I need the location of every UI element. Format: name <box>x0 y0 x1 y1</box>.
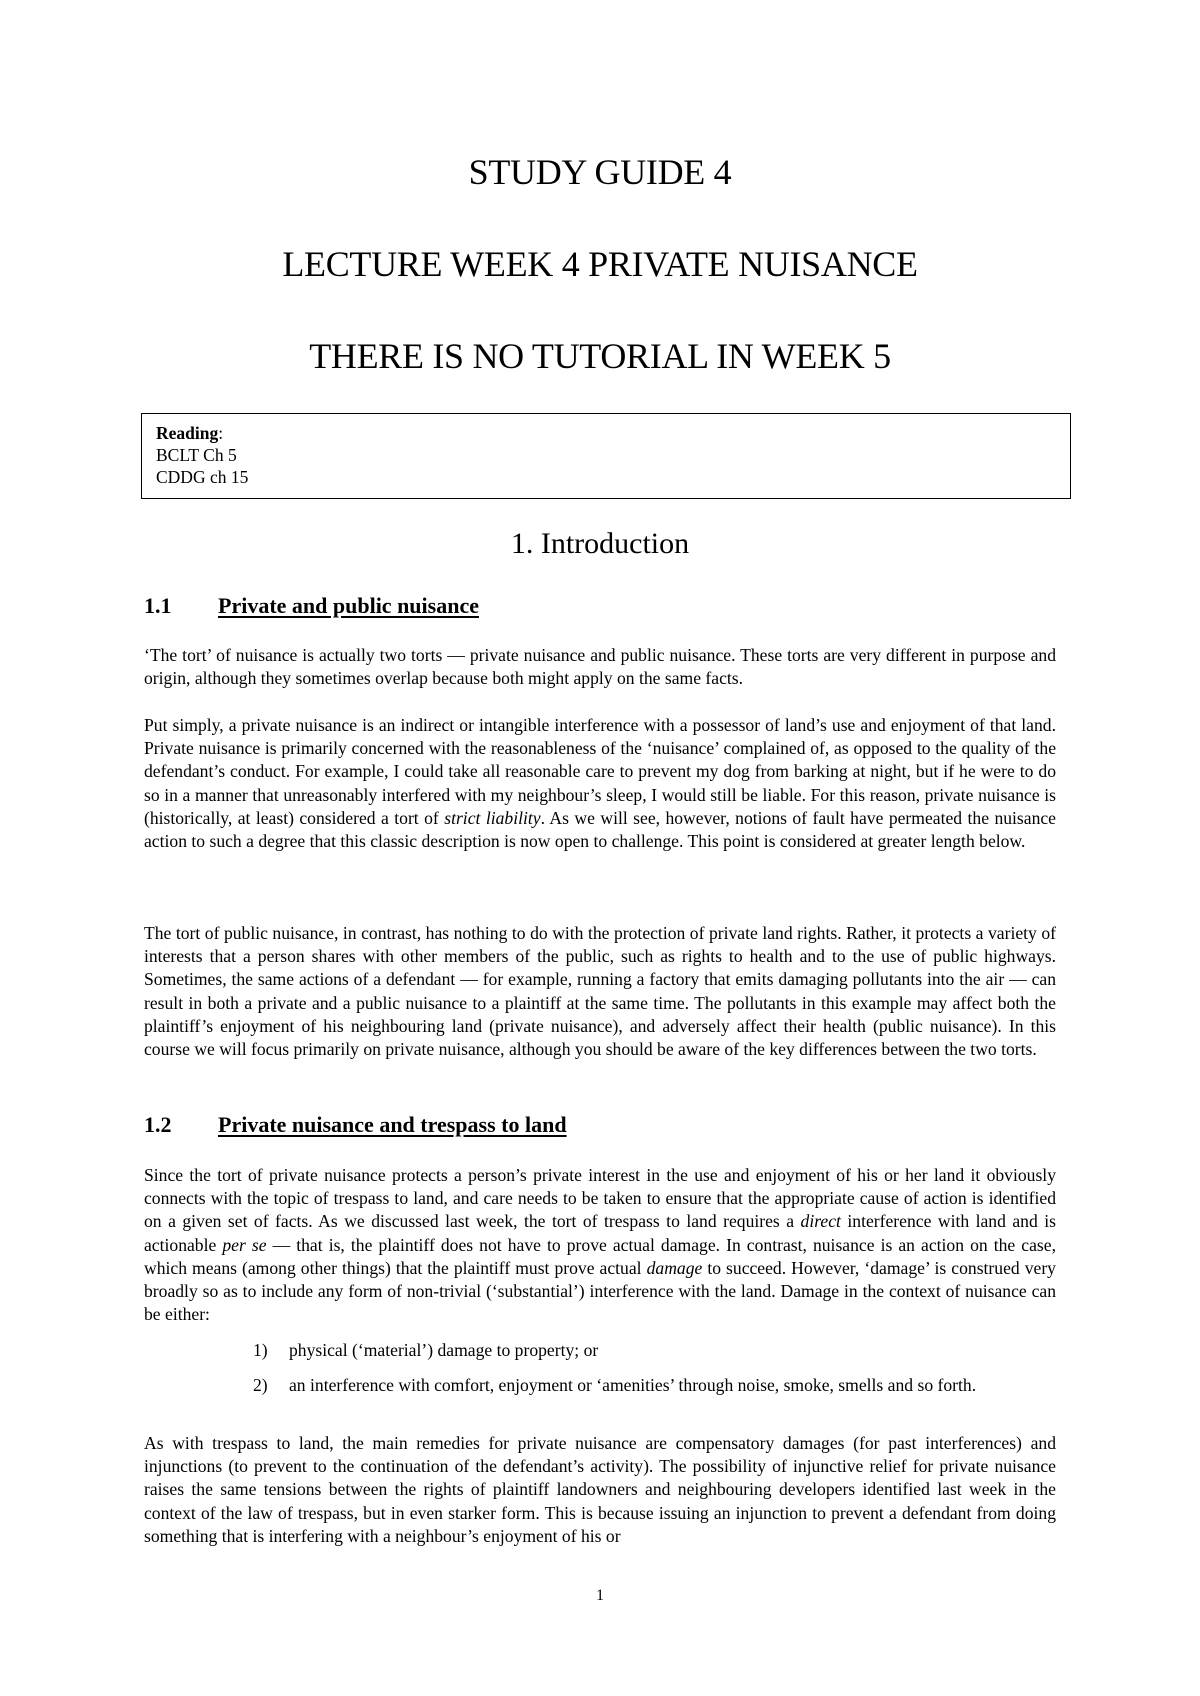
list-marker: 1) <box>253 1340 268 1360</box>
reading-box <box>141 413 1071 499</box>
list-marker: 2) <box>253 1375 268 1395</box>
study-guide-title: STUDY GUIDE 4 <box>468 152 732 192</box>
paragraph-text: Since the tort of private nuisance protects a person’s private interest in the use and enjoyment of his or her land it obviously connects with the topic of trespass to land, and care needs to be taken to ensure that the appropriate cause of action is identified on a given set of facts. As we discussed last week, the tort of trespass to land requires a <box>144 1165 1056 1232</box>
emphasis-text: strict liability <box>444 807 541 828</box>
subsection-number: 1.2 <box>144 1112 172 1137</box>
paragraph <box>144 1164 1056 1326</box>
list-text: an interference with comfort, enjoyment or ‘amenities’ through noise, smoke, smells and so forth. <box>289 1375 977 1395</box>
paragraph: The tort of public nuisance, in contrast, has nothing to do with the protection of private land rights. Rather, it protects a variety of interests that a person shares with other members of the public, such as rights to health and to the use of public highways. Sometimes, the same actions of a defendant — for example, running a factory that emits damaging pollutants into the air — can result in both a private and a public nuisance to a plaintiff at the same time. The pollutants in this example may affect both the plaintiff’s enjoyment of his neighbouring land (private nuisance), and adversely affect their health (public nuisance). In this course we will focus primarily on private nuisance, although you should be aware of the key differences between the two torts. <box>144 923 1056 1060</box>
emphasis-text: damage <box>646 1257 703 1278</box>
subsection-title: Private and public nuisance <box>218 593 479 618</box>
reading-label: Reading <box>156 423 219 443</box>
page-number: 1 <box>596 1587 604 1604</box>
paragraph-text: to succeed. However, ‘damage’ is construed very broadly so as to include any form of non-trivial (‘substantial’) interference with the land. Damage in the context of nuisance can be either: <box>144 1257 1056 1325</box>
emphasis-text: direct <box>800 1211 841 1232</box>
reading-colon: : <box>218 423 224 443</box>
paragraph-text: . As we will see, however, notions of fault have permeated the nuisance action to such a degree that this classic description is now open to challenge. This point is considered at greater length below. <box>144 807 1056 852</box>
subsection-heading-1-2 <box>144 1112 567 1138</box>
subsection-number: 1.1 <box>144 593 172 618</box>
subsection-heading-1-1 <box>144 593 479 619</box>
list-item <box>253 1374 1056 1397</box>
paragraph-text: Put simply, a private nuisance is an indirect or intangible interference with a possessor of land’s use and enjoyment of that land. Private nuisance is primarily concerned with the reasonableness of the ‘nuisance’ complained of, as opposed to the quality of the defendant’s conduct. For example, I could take all reasonable care to prevent my dog from barking at night, but if he were to do so in a manner that unreasonably interfered with my neighbour’s sleep, I would still be liable. For this reason, private nuisance is (historically, at least) considered a tort of <box>144 715 1056 828</box>
paragraph-text: — that is, the plaintiff does not have to prove actual damage. In contrast, nuisance is an action on the case, which means (among other things) that the plaintiff must prove actual <box>144 1234 1056 1278</box>
lecture-title: LECTURE WEEK 4 PRIVATE NUISANCE <box>282 244 918 284</box>
paragraph: As with trespass to land, the main remedies for private nuisance are compensatory damages (for past interferences) and injunctions (to prevent to the continuation of the defendant’s activity). The possibility of injunctive relief for private nuisance raises the same tensions between the rights of plaintiff landowners and neighbouring developers identified last week in the context of the law of trespass, but in even starker form. This is because issuing an injunction to prevent a defendant from doing something that is interfering with a neighbour’s enjoyment of his or <box>144 1433 1056 1546</box>
paragraph-text: interference with land and is actionable <box>144 1211 1056 1255</box>
section-heading-introduction: 1. Introduction <box>510 527 690 560</box>
tutorial-notice: THERE IS NO TUTORIAL IN WEEK 5 <box>309 336 891 376</box>
paragraph <box>144 714 1056 853</box>
reading-item: BCLT Ch 5 <box>156 445 237 465</box>
paragraph: ‘The tort’ of nuisance is actually two torts — private nuisance and public nuisance. These torts are very different in purpose and origin, although they sometimes overlap because both might apply on the same facts. <box>144 645 1056 689</box>
reading-heading <box>156 422 1056 444</box>
subsection-title: Private nuisance and trespass to land <box>218 1112 567 1137</box>
emphasis-text: per se <box>222 1234 267 1255</box>
list-text: physical (‘material’) damage to property; or <box>289 1340 599 1360</box>
reading-item: CDDG ch 15 <box>156 467 249 487</box>
list-item <box>253 1339 1056 1362</box>
